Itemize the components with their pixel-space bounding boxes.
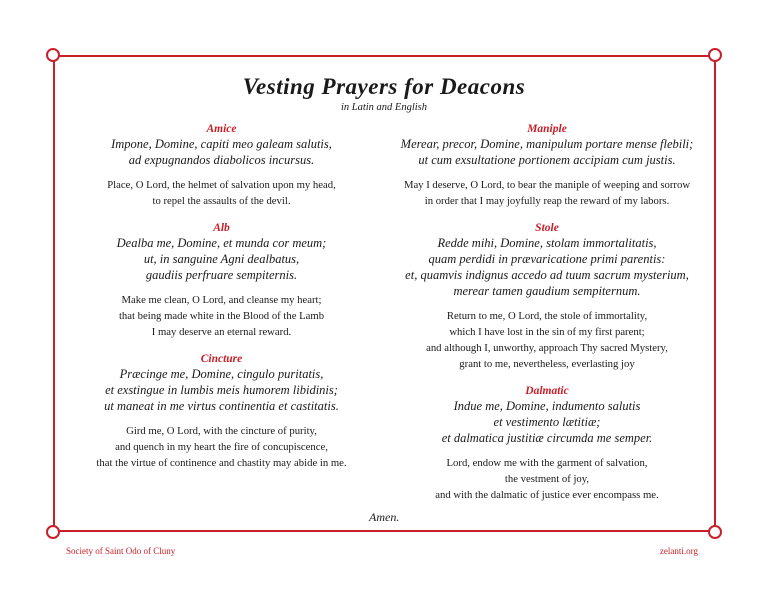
latin-line: ut, in sanguine Agni dealbatus, bbox=[143, 252, 300, 266]
latin-prayer bbox=[392, 235, 702, 299]
latin-prayer bbox=[70, 235, 373, 283]
corner-ornament-bottom-left bbox=[46, 525, 60, 539]
latin-line: et vestimento lætitiæ; bbox=[493, 415, 601, 429]
corner-ornament-top-right bbox=[708, 48, 722, 62]
section-heading: Dalmatic bbox=[525, 385, 569, 397]
section-heading: Stole bbox=[535, 222, 559, 234]
footer-website[interactable]: zelanti.org bbox=[659, 546, 698, 556]
latin-prayer bbox=[70, 136, 373, 168]
latin-prayer bbox=[392, 136, 702, 168]
english-line: in order that I may joyfully reap the reward of my labors. bbox=[424, 195, 670, 207]
prayer-section-maniple bbox=[392, 122, 702, 209]
english-line: that the virtue of continence and chastity may abide in me. bbox=[96, 457, 347, 469]
page-title: Vesting Prayers for Deacons bbox=[242, 74, 526, 99]
english-line: Lord, endow me with the garment of salvation, bbox=[446, 457, 648, 469]
latin-line: Redde mihi, Domine, stolam immortalitatis, bbox=[437, 236, 657, 250]
english-line: grant to me, nevertheless, everlasting joy bbox=[459, 358, 635, 370]
english-line: to repel the assaults of the devil. bbox=[152, 195, 291, 207]
latin-line: et, quamvis indignus accedo ad tuum sacrum mysterium, bbox=[405, 268, 689, 282]
latin-line: et exstingue in lumbis meis humorem libidinis; bbox=[105, 383, 338, 397]
english-prayer bbox=[70, 423, 373, 471]
english-prayer bbox=[392, 308, 702, 372]
section-heading: Amice bbox=[206, 123, 237, 135]
latin-line: Præcinge me, Domine, cingulo puritatis, bbox=[119, 367, 324, 381]
latin-line: Impone, Domine, capiti meo galeam salutis, bbox=[111, 137, 332, 151]
english-line: and quench in my heart the fire of concupiscence, bbox=[115, 441, 328, 453]
latin-prayer bbox=[70, 366, 373, 414]
english-line: Return to me, O Lord, the stole of immortality, bbox=[446, 310, 648, 322]
prayer-section-stole bbox=[392, 221, 702, 372]
latin-line: quam perdidi in prævaricatione primi parentis: bbox=[428, 252, 666, 266]
latin-line: merear tamen gaudium sempiternum. bbox=[453, 284, 641, 298]
page-subtitle: in Latin and English bbox=[340, 102, 428, 113]
prayer-section-amice bbox=[70, 122, 373, 209]
section-heading: Alb bbox=[213, 222, 230, 234]
english-prayer bbox=[392, 455, 702, 503]
english-prayer bbox=[70, 292, 373, 340]
english-line: and with the dalmatic of justice ever encompass me. bbox=[435, 489, 659, 501]
corner-ornament-top-left bbox=[46, 48, 60, 62]
english-line: Make me clean, O Lord, and cleanse my heart; bbox=[121, 294, 322, 306]
english-prayer bbox=[70, 177, 373, 209]
prayer-section-dalmatic bbox=[392, 384, 702, 503]
latin-line: Dealba me, Domine, et munda cor meum; bbox=[116, 236, 327, 250]
latin-line: ut cum exsultatione portionem accipiam cum justis. bbox=[418, 153, 676, 167]
latin-line: Indue me, Domine, indumento salutis bbox=[453, 399, 641, 413]
section-heading: Cincture bbox=[200, 353, 243, 365]
english-line: I may deserve an eternal reward. bbox=[151, 326, 292, 338]
latin-line: gaudiis perfruare sempiternis. bbox=[145, 268, 298, 282]
latin-line: et dalmatica justitiæ circumda me semper. bbox=[441, 431, 653, 445]
english-line: and although I, unworthy, approach Thy sacred Mystery, bbox=[426, 342, 668, 354]
english-line: Gird me, O Lord, with the cincture of purity, bbox=[126, 425, 317, 437]
english-line: which I have lost in the sin of my first parent; bbox=[449, 326, 645, 338]
latin-prayer bbox=[392, 398, 702, 446]
footer-society: Society of Saint Odo of Cluny bbox=[66, 546, 176, 556]
left-column bbox=[70, 122, 373, 471]
english-prayer bbox=[392, 177, 702, 209]
right-column bbox=[392, 122, 702, 503]
english-line: that being made white in the Blood of the Lamb bbox=[118, 310, 325, 322]
latin-line: ad expugnandos diabolicos incursus. bbox=[128, 153, 315, 167]
prayer-section-cincture bbox=[70, 352, 373, 471]
latin-line: ut maneat in me virtus continentia et castitatis. bbox=[104, 399, 339, 413]
amen-text: Amen. bbox=[369, 510, 400, 524]
english-line: Place, O Lord, the helmet of salvation upon my head, bbox=[107, 179, 336, 191]
section-heading: Maniple bbox=[527, 123, 567, 135]
english-line: the vestment of joy, bbox=[504, 473, 590, 485]
corner-ornament-bottom-right bbox=[708, 525, 722, 539]
prayer-section-alb bbox=[70, 221, 373, 340]
english-line: May I deserve, O Lord, to bear the maniple of weeping and sorrow bbox=[403, 179, 691, 191]
latin-line: Merear, precor, Domine, manipulum portare mense flebili; bbox=[400, 137, 694, 151]
